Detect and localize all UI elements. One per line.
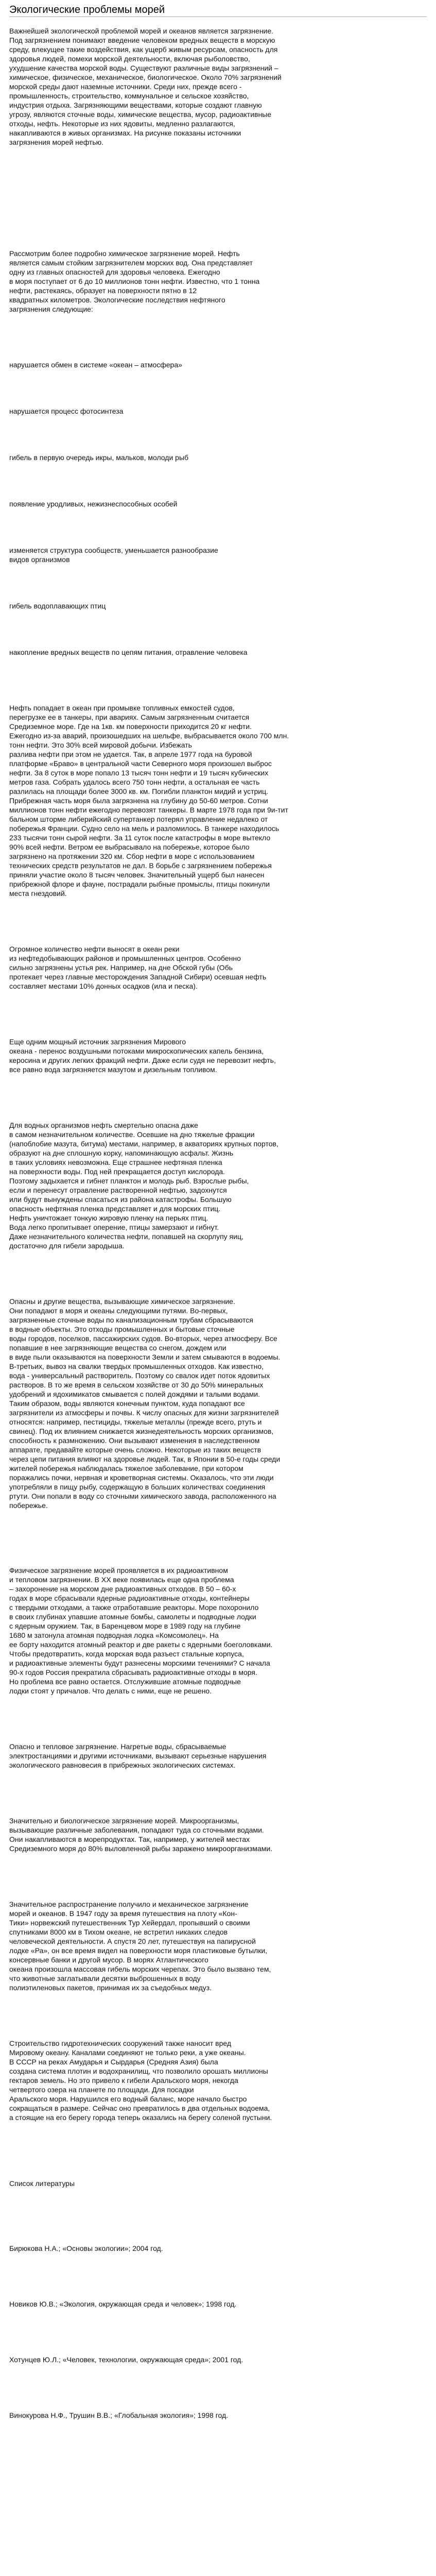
consequence-item: изменяется структура сообществ, уменьшается разнообразие видов организмов [9, 546, 218, 564]
spacer [9, 620, 427, 638]
page-title: Экологические проблемы морей [9, 0, 427, 17]
spacer [9, 2318, 427, 2346]
spacer [9, 1093, 427, 1111]
consequence-item: нарушается обмен в системе «океан – атмосфера» [9, 361, 182, 369]
spacer [9, 2207, 427, 2234]
intro-paragraph: Важнейшей экологической проблемой морей и океанов является загрязнение. Под загрязнением понимают введение человеком вредных веществ в морскую среду, влекущее такие воздействия, как ущерб живым ресурсам, опасность для здоровья людей, помехи морской деятельности, включая рыболовство, ухудшение качества морской воды. Существуют различные виды загрязнений – химическое, физическое, механическое, биологическое. Около 70% загрязнений морской среды дают наземные источники. Среди них, прежде всего - промышленность, строительство, коммунальное и сельское хозяйство, индустрия отдыха. Загрязняющими веществами, которые создают главную угрозу, являются сточные воды, химические вещества, мусор, радиоактивные отходы, нефть. Некоторые из них ядовиты, медленно разлагаются, накапливаются в живых организмах. На рисунке показаны источники загрязнения морей нефтью. [9, 27, 282, 146]
spacer [9, 518, 427, 536]
consequence-item: нарушается процесс фотосинтеза [9, 407, 124, 415]
chemical-pollution-paragraph: Опасны и другие вещества, вызывающие химическое загрязнение. Они попадают в моря и океаны следующими путями. Во-первых, загрязненные сточные воды по канализационным трубам сбрасываются в водные объекты. Это отходы промышленных и бытовые сточные воды городов, поселков, пассажирских судов. Во-вторых, через атмосферу. Все попавшие в нее загрязняющие вещества со снегом, дождем или в виде пыли оказываются на поверхности Земли и затем смываются в водоемы. В-третьих, вывоз на свалки твердых промышленных отходов. Как известно, вода - универсальный растворитель. Поэтому со свалок идет поток ядовитых растворов. В то же время в сельском хозяйстве от 30 до 50% минеральных удобрений и ядохимикатов смывается с полей дождями и талыми водами. Таким образом, воды являются конечным пунктом, куда попадают все загрязнители из атмосферы и почвы. К числу опасных для жизни загрязнителей относятся: например, пестициды, тяжелые металлы (прежде всего, ртуть и свинец). Под их влиянием снижается жизнедеятельность морских организмов, способность к размножению. Они вызывают изменения в наследственном аппарате, предавайте которые очень сложно. Некоторые из таких веществ через цепи питания влияют на здоровье людей. Так, в Японии в 50-е годы среди жителей побережья наблюдалась тяжелое заболевание, при котором поражались почки, нервная и кроветворная системы. Оказалось, что эти люди употребляли в пищу рыбу, содержащую в больших количествах соединения ртути. Они попали в воду со сточными химического завода, расположенного на побережье. [9, 1297, 281, 1510]
spacer [9, 1009, 427, 1028]
spacer [9, 573, 427, 592]
reference-item: Бирюкова Н.А.; «Основы экологии»; 2004 год. [9, 2244, 163, 2252]
spacer [9, 332, 427, 351]
spacer [9, 1872, 427, 1890]
references-title: Список литературы [9, 2179, 75, 2188]
oil-entry-paragraph: Нефть попадает в океан при промывке топливных емкостей судов, перегрузке ее в танкеры, при авариях. Самым загрязненным считается Средиземное море. Где на 1кв. км поверхности приходится 20 кг нефти. Ежегодно из-за аварий, произошедших на шельфе, выбрасывается около 700 млн. тонн нефти. Это 30% всей мировой добычи. Избежать разлива нефти при этом не удается. Так, в апреле 1977 года на буровой платформе «Браво» в центральной части Северного моря произошел выброс нефти. За 8 суток в море попало 13 тысяч тонн нефти и 19 тысяч кубических метров газа. Собрать удалось всего 750 тонн нефти, а остальная ее часть разлилась на площади более 3000 кв. км. Погибли планктон мидий и устриц. Прибрежная часть моря была загрязнена на глубину до 50-60 метров. Сотни миллионов тонн нефти ежегодно перевозят танкеры. В марте 1978 года при 9и-тит бальном шторме либерийский супертанкер потерял управление недалеко от побережья Франции. Судно село на мель и разломилось. В танкере находилось 233 тысячи тонн сырой нефти. За 11 суток после катастрофы в море вытекло 90% всей нефти. Ветром ее выбрасывало на побережье, которое было загрязнено на протяжении 320 км. Сбор нефти в море с использованием технических средств результатов не дал. В борьбе с загрязнением побережья приняли участие около 8 тысяч человек. Значительный ущерб был нанесен прибрежной флоре и фауне, пострадали рыбные промыслы, птицы покинули места гнездовий. [9, 704, 289, 897]
physical-pollution-paragraph: Физическое загрязнение морей проявляется в их радиоактивном и тепловом загрязнении. В ХХ веке появилась еще одна проблема – захоронение на морском дне радиоактивных отходов. В 50 – 60-х годах в море сбрасывали ядерные радиоактивные отходы, контейнеры с твердыми отходами, а также отработавшие реакторы. Море похоронило в своих глубинах упавшие атомные бомбы, самолеты и подводные лодки с ядерным оружием. Так, в Баренцевом море в 1989 году на глубине 1680 м затонула атомная подводная лодка «Комсомолец». На ее борту находится атомный реактор и две ракеты с ядерными боеголовками. Чтобы предотвратить, когда морская вода разъест стальные корпуса, и радиоактивные элементы будут разнесены морскими течениями? С начала 90-х годов Россия прекратила сбрасывать радиоактивные отходы в моря. Но проблема все равно остается. Отслужившие атомные подводные лодки стоят у причалов. Что делать с ними, еще не решено. [9, 1566, 273, 1695]
spacer [9, 675, 427, 694]
biological-pollution-paragraph: Значительно и биологическое загрязнение морей. Микроорганизмы, вызывающие различные заболевания, попадают туда со сточными водами. Они накапливаются в морепродуктах. Так, например, у жителей местах Средиземного моря до 80% выловленной рыбы заражено микроорганизмами. [9, 1817, 273, 1853]
reference-item: Хотунцев Ю.Л.; «Человек, технологии, окружающая среда»; 2001 год. [9, 2355, 243, 2364]
article-body [9, 17, 427, 2429]
hydro-construction-paragraph: Строительство гидротехнических сооружений также наносит вред Мировому океану. Каналами соединяют не только реки, а уже океаны. В СССР на реках Амударья и Сырдарья (Средняя Азия) была создана система плотин и водохранилищ, что позволило орошать миллионы гектаров земель. Но это привело к гибели Аральского моря, некогда четвертого озера на планете по площади. Для посадки Аральского моря. Нарушился его водный баланс, море начало быстро сокращаться в размере. Сейчас оно превратилось в два отдельных водоема, а стоящие на его берегу города теперь оказались на берегу соленой пустыни. [9, 2039, 272, 2122]
thermal-pollution-paragraph: Опасно и тепловое загрязнение. Нагретые воды, сбрасываемые электростанциями и другими источниками, вызывают серьезные нарушения экологического равновесия в прибрежных экологических системах. [9, 1742, 267, 1769]
spacer [9, 379, 427, 397]
spacer [9, 2262, 427, 2290]
oil-sources-paragraph: Рассмотрим более подробно химическое загрязнение морей. Нефть является самым стойким загрязнителем морских вод. Она представляет одну из главных опасностей для здоровья человека. Ежегодно в моря поступает от 6 до 10 миллионов тонн нефти. Известно, что 1 тонна нефти, растекаясь, образует на поверхности пятно в 12 квадратных километров. Экологические последствия нефтяного загрязнения следующие: [9, 249, 260, 313]
figure-placeholder [9, 165, 427, 193]
spacer [9, 917, 427, 935]
reference-item: Новиков Ю.В.; «Экология, окружающая среда и человек»; 1998 год. [9, 2300, 237, 2308]
spacer [9, 425, 427, 444]
spacer [9, 1714, 427, 1733]
consequence-item: появление уродливых, нежизнеспособных особей [9, 500, 178, 508]
spacer [9, 1529, 427, 1556]
air-transport-paragraph: Еще одним мощный источник загрязнения Мирового океана - перенос воздушными потоками микроскопических капель бензина, керосина и других легких фракций нефти. Даже если судя не перевозит нефть, все равно вода загрязняется мазутом и дизельным топливом. [9, 1038, 276, 1074]
consequence-item: накопление вредных веществ по цепям питания, отравление человека [9, 648, 248, 656]
spacer [9, 1788, 427, 1807]
spacer [9, 202, 427, 230]
consequence-item: гибель водоплавающих птиц [9, 602, 106, 610]
spacer [9, 471, 427, 490]
coastal-sources-paragraph: Огромное количество нефти выносят в океан реки из нефтедобывающих районов и промышленных центров. Особенно сильно загрязнены устья рек. Например, на дне Обской губы (Обь протекает через главные месторождения Западной Сибири) осевшая нефть составляет местами 10% донных осадков (ила и песка). [9, 945, 267, 990]
spacer [9, 2011, 427, 2029]
effects-on-life-paragraph: Для водных организмов нефть смертельно опасна даже в самом незначительном количестве. Осевшие на дно тяжелые фракции (напоблобие мазута, битума) местами, например, в акваториях крупных портов, образуют на дне сплошную корку, напоминающую асфальт. Жизнь в таких условиях невозможна. Еще страшнее нефтяная пленка на поверхности воды. Под ней прекращается доступ кислорода. Поэтому задыхается и гибнет планктон и молодь рыб. Взрослые рыбы, если и перенесут отравление растворенной нефтью, задохнутся или будут вынуждены спасаться из района катастрофы. Большую опасность нефтяная пленка представляет и для морских птиц. Нефть уничтожает тонкую жировую пленку на перьях птиц. Вода легко пропитывает оперение, птицы замерзают и гибнут. Даже незначительного количества нефти, попавшей на скорлупу яиц, достаточно для гибели зародыша. [9, 1121, 278, 1250]
reference-item: Винокурова Н.Ф., Трушин В.В.; «Глобальная экология»; 1998 год. [9, 2411, 229, 2419]
spacer [9, 2374, 427, 2401]
consequence-item: гибель в первую очередь икры, мальков, молоди рыб [9, 453, 189, 462]
mechanical-pollution-paragraph: Значительное распространение получило и механическое загрязнение морей и океанов. В 1947 году за время путешествия на плоту «Кон- Тики» норвежский путешественник Тур Хейердал, пропывший о своими спутниками 8000 км в Тихом океане, не встретил никаких следов человеческой деятельности. А спустя 20 лет, путешествуя на папирусной лодке «Ра», он все время видел на поверхности моря пластиковые бутылки, консервные банки и другой мусор. В морях Атлантического океана произошла массовая гибель морских черепах. Это было вызвано тем, что животные заглатывали десятки выброшенных в воду полиэтиленовых пакетов, принимая их за съедобных медуз. [9, 1900, 271, 1992]
spacer [9, 2141, 427, 2159]
spacer [9, 1269, 427, 1287]
